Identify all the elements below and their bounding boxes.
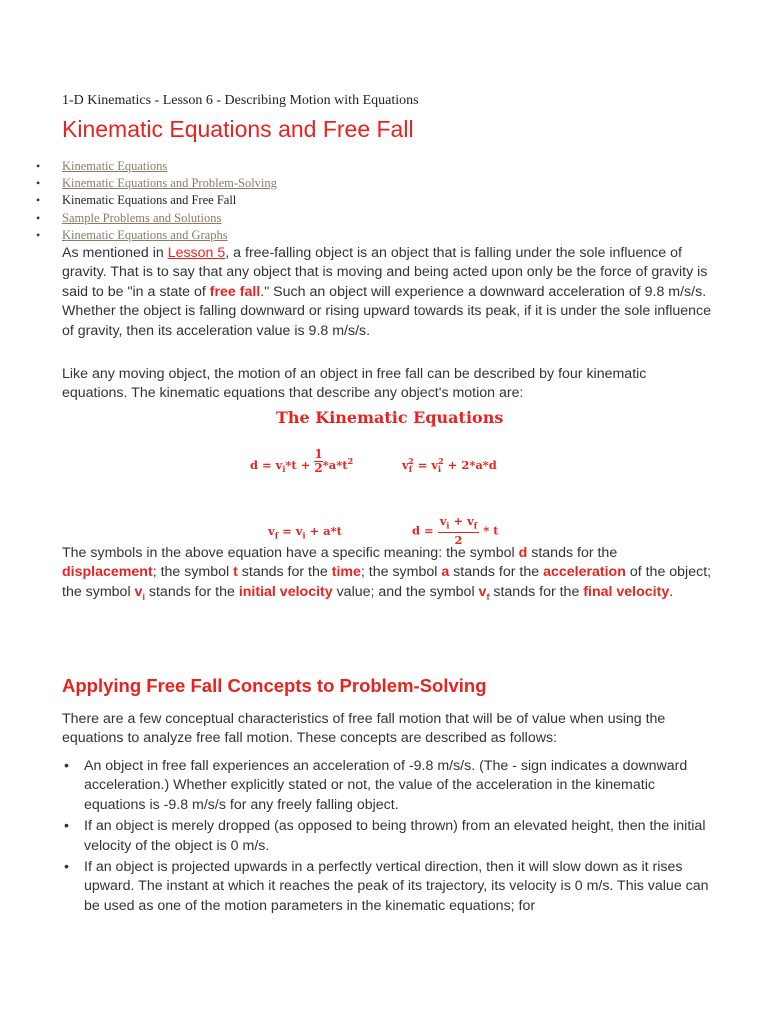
text-run: ; the symbol xyxy=(152,564,234,581)
text-run: ; the symbol xyxy=(360,564,442,581)
nav-item[interactable] xyxy=(36,227,277,244)
text-run: . xyxy=(669,583,674,600)
eq-sup: 2 xyxy=(347,456,354,466)
lesson-nav-list xyxy=(36,158,277,244)
equation-displacement xyxy=(250,447,354,476)
term-displacement: displacement xyxy=(62,564,153,581)
eq-part: v xyxy=(268,524,275,538)
symbol-t: t xyxy=(233,564,238,581)
list-item: • If an object is projected upwards in a perfectly vertical direction, then it will slow down as it rises upward. The instant at which it reaches the peak of its trajectory, its velocity is 0 m/s. This value can be used as one of the motion parameters in the kinematic equations; for xyxy=(62,858,712,916)
free-fall-concepts-list xyxy=(62,757,712,918)
fraction-denominator: 2 xyxy=(454,533,463,548)
eq-part: v xyxy=(478,583,487,600)
eq-part: *a*t xyxy=(322,457,348,472)
eq-sub: f xyxy=(486,591,490,602)
eq-part: = v xyxy=(413,457,439,472)
nav-current-free-fall: Kinematic Equations and Free Fall xyxy=(62,193,237,208)
fraction-denominator: 2 xyxy=(314,461,323,476)
equations-title: The Kinematic Equations xyxy=(276,408,504,427)
equation-final-velocity xyxy=(268,524,342,540)
eq-sub: i xyxy=(446,520,450,531)
eq-part: v xyxy=(134,583,143,600)
equation-final-velocity-squared xyxy=(402,456,497,474)
paragraph-free-fall-intro xyxy=(62,244,712,341)
breadcrumb: 1-D Kinematics - Lesson 6 - Describing Motion with Equations xyxy=(62,93,419,108)
equation-average-velocity xyxy=(412,514,499,547)
eq-sub: f xyxy=(473,520,478,531)
text-run: stands for the xyxy=(449,564,544,581)
lesson5-link[interactable]: Lesson 5 xyxy=(167,245,226,261)
eq-part: v xyxy=(439,514,447,528)
text-run: stands for the xyxy=(144,583,239,600)
eq-part: + a*t xyxy=(305,524,342,538)
symbol-d: d xyxy=(518,545,528,561)
fraction-average xyxy=(438,514,480,547)
eq-part: * t xyxy=(479,523,499,538)
section-heading-free-fall-concepts: Applying Free Fall Concepts to Problem-Solving xyxy=(62,675,487,696)
text-run: stands for the xyxy=(489,583,584,600)
eq-sub: i xyxy=(438,464,442,475)
nav-item[interactable] xyxy=(36,158,277,175)
text-run: The symbols in the above equation have a specific meaning: the symbol xyxy=(62,545,519,561)
paragraph-symbol-meanings xyxy=(62,544,712,607)
list-item: • An object in free fall experiences an acceleration of -9.8 m/s/s. (The - sign indicates a downward acceleration.) Whether explicitly stated or not, the value of the acceleration in the kinematic equations is -9.8 m/s/s for any freely falling object. xyxy=(62,757,712,815)
page-title: Kinematic Equations and Free Fall xyxy=(62,116,414,142)
text-run: , a free-falling object is an object that is falling under the sole influence of gravity. That is to say that any object that is moving and being acted upon only be the force of gravity is said to be "in a state of xyxy=(62,245,708,300)
nav-link-kinematic-equations[interactable]: Kinematic Equations xyxy=(62,159,168,173)
eq-sup: 2 xyxy=(438,456,444,466)
symbol-vf xyxy=(479,584,490,600)
text-run: of the object; the symbol xyxy=(62,564,712,600)
nav-link-graphs[interactable]: Kinematic Equations and Graphs xyxy=(62,227,228,242)
text-run: As mentioned in xyxy=(62,245,168,261)
nav-link-problem-solving[interactable]: Kinematic Equations and Problem-Solving xyxy=(62,176,277,191)
eq-part: + 2*a*d xyxy=(443,457,497,472)
symbol-a: a xyxy=(441,564,450,581)
term-final-velocity: final velocity xyxy=(583,583,670,600)
list-item: • If an object is merely dropped (as opposed to being thrown) from an elevated height, then the initial velocity of the object is 0 m/s. xyxy=(62,817,712,856)
eq-part: + v xyxy=(449,514,474,528)
eq-sub: i xyxy=(302,530,306,541)
term-time: time xyxy=(331,564,361,581)
text-run: stands for the xyxy=(237,564,332,581)
paragraph-concepts-intro: There are a few conceptual characteristics of free fall motion that will be of value when using the equations to analyze free fall motion. These concepts are described as follows: xyxy=(62,711,666,747)
eq-sub: f xyxy=(408,464,413,475)
text-run: ." Such an object will experience a downward acceleration of 9.8 m/s/s. Whether the object is falling downward or rising upward towards its peak, if it is under the sole influence of gravity, then its acceleration value is 9.8 m/s/s. xyxy=(62,283,712,339)
eq-sub: i xyxy=(142,591,145,602)
nav-item xyxy=(36,192,277,209)
term-initial-velocity: initial velocity xyxy=(238,583,333,600)
fraction-numerator xyxy=(438,514,480,533)
nav-link-sample-problems[interactable]: Sample Problems and Solutions xyxy=(62,210,222,225)
paragraph-kinematic-intro: Like any moving object, the motion of an object in free fall can be described by four kinematic equations. The kinematic equations that describe any object's motion are: xyxy=(62,366,647,402)
fraction-half xyxy=(314,448,322,475)
fraction-numerator: 1 xyxy=(314,447,323,462)
nav-item[interactable] xyxy=(36,175,277,192)
nav-item[interactable] xyxy=(36,210,277,227)
text-run: value; and the symbol xyxy=(332,583,479,600)
eq-sup: 2 xyxy=(408,456,414,466)
eq-part: v xyxy=(402,457,409,472)
eq-sub: i xyxy=(282,464,286,475)
eq-part: *t + xyxy=(285,457,315,472)
eq-part: d = v xyxy=(250,457,283,472)
eq-sub: f xyxy=(274,530,279,541)
eq-part: = v xyxy=(278,524,303,538)
free-fall-term: free fall xyxy=(209,283,261,300)
text-run: stands for the xyxy=(527,545,618,561)
term-acceleration: acceleration xyxy=(543,564,626,581)
symbol-vi xyxy=(135,584,145,600)
kinematic-equations-figure xyxy=(240,404,540,546)
eq-part: d = xyxy=(412,523,438,538)
